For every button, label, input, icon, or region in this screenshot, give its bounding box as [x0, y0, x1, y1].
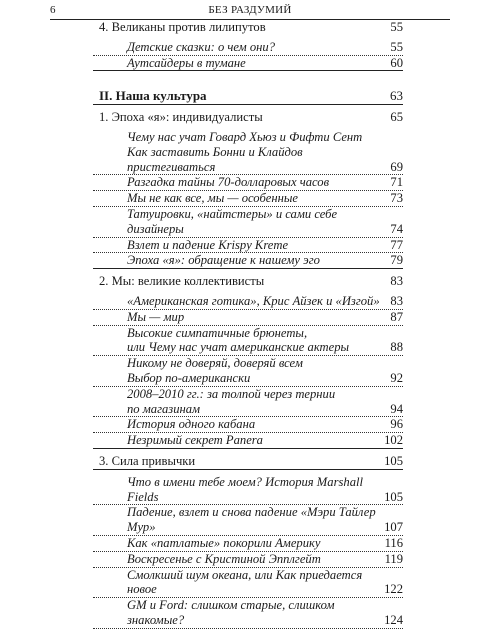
toc-entry: [93, 191, 403, 207]
toc-page-number: 92: [390, 370, 403, 385]
toc-entry: [93, 433, 403, 448]
running-head: [50, 3, 450, 20]
toc-chapter-title: 2. Мы: великие коллективисты: [99, 274, 265, 289]
toc-chapter: [93, 274, 403, 289]
toc-entry: [93, 238, 403, 254]
toc-entry-title: Детские сказки: о чем они?: [127, 39, 276, 54]
toc-entry-title: Аутсайдеры в тумане: [127, 55, 246, 70]
toc-page-number: 83: [390, 293, 403, 308]
toc-chapter-title: 3. Сила привычки: [99, 453, 196, 468]
toc-entry: [93, 40, 403, 56]
page-number: 6: [50, 4, 56, 16]
toc-page-number: 116: [384, 535, 403, 550]
toc-page-number: 55: [390, 20, 403, 34]
toc-page-number: 73: [390, 191, 403, 206]
toc-entry-title: или Чему нас учат американские актеры: [127, 340, 350, 355]
toc-entry: [93, 222, 403, 238]
toc-chapter-title: 1. Эпоха «я»: индивидуалисты: [99, 110, 263, 125]
toc-entry-title: GM и Ford: слишком старые, слишком: [127, 598, 335, 613]
toc-entry-title: знакомые?: [127, 612, 185, 627]
toc-entry-title: Падение, взлет и снова падение «Мэри Тайлер Мур»: [127, 505, 376, 535]
toc-section-ch4: [93, 20, 403, 71]
toc-entry: [93, 402, 403, 418]
toc-page-number: 105: [384, 453, 403, 468]
toc-chapter: [93, 20, 403, 35]
toc-entry-title: Мы — мир: [127, 309, 185, 324]
toc-entry-title: Мы не как все, мы — особенные: [127, 191, 298, 206]
toc-section-ch2: [93, 274, 403, 449]
toc-entry: [93, 417, 403, 433]
toc-entry: [93, 356, 403, 371]
toc-page-number: 124: [384, 612, 403, 627]
toc-page-number: 60: [390, 55, 403, 70]
toc-page-number: 83: [390, 274, 403, 289]
toc-entry-title: Незримый секрет Panera: [127, 433, 263, 448]
toc-page-number: 74: [390, 221, 403, 236]
toc-page-number: 88: [390, 340, 403, 355]
toc-entry: [93, 582, 403, 598]
toc-entry-title: Как заставить Бонни и Клайдов: [127, 144, 303, 159]
toc-entry: [93, 613, 403, 629]
toc-page-number: 94: [390, 401, 403, 416]
toc-entry-title: пристегиваться: [127, 159, 216, 174]
toc-entry-title: «Американская готика», Крис Айзек и «Изгой»: [127, 293, 380, 308]
toc-page-number: 77: [390, 237, 403, 252]
toc-page-number: 71: [390, 175, 403, 190]
toc-entry-title: Смолкший шум океана, или Как приедается: [127, 567, 363, 582]
toc-page-number: 96: [390, 417, 403, 432]
toc-entry: [93, 505, 403, 536]
book-title: БЕЗ РАЗДУМИЙ: [208, 4, 292, 16]
toc-entry: [93, 207, 403, 222]
toc-entry-title: Воскресенье с Кристиной Эпплгейт: [127, 551, 321, 566]
toc-entry: [93, 371, 403, 387]
toc-entry: [93, 552, 403, 568]
toc-entry: [93, 326, 403, 341]
toc-page-number: 105: [384, 489, 403, 504]
toc-entry-title: Выбор по-американски: [127, 370, 251, 385]
toc-page-number: 119: [384, 551, 403, 566]
toc-entry-title: по магазинам: [127, 401, 201, 416]
toc-page-number: 107: [384, 520, 403, 535]
toc-entry: [93, 294, 403, 310]
toc-part: [93, 89, 403, 104]
toc-entry: [93, 598, 403, 613]
toc-entry: [93, 340, 403, 356]
toc-entry-title: Что в имени тебе моем? История Marshall Fields: [127, 474, 363, 504]
toc-entry: [93, 130, 403, 145]
toc-entry: [93, 56, 403, 71]
toc-entry-title: Разгадка тайны 70-долларовых часов: [127, 175, 330, 190]
toc-entry-title: Никому не доверяй, доверяй всем: [127, 356, 303, 371]
table-of-contents: [93, 20, 403, 629]
toc-entry-title: 2008–2010 гг.: за толпой через тернии: [127, 386, 336, 401]
toc-entry-title: дизайнеры: [127, 221, 184, 236]
toc-entry-title: новое: [127, 582, 157, 597]
toc-entry: [93, 568, 403, 583]
toc-entry-title: Татуировки, «найтстеры» и сами себе: [127, 206, 338, 221]
toc-page-number: 79: [390, 253, 403, 268]
toc-page-number: 69: [390, 159, 403, 174]
toc-page-number: 122: [384, 582, 403, 597]
toc-page-number: 55: [390, 39, 403, 54]
toc-chapter: [93, 110, 403, 125]
toc-page-number: 87: [390, 309, 403, 324]
toc-entry: [93, 536, 403, 552]
toc-chapter-title: 4. Великаны против лилипутов: [99, 20, 266, 34]
toc-entry: [93, 253, 403, 268]
toc-entry-title: Эпоха «я»: обращение к нашему эго: [127, 253, 320, 268]
toc-entry: [93, 310, 403, 326]
toc-section-ch3: [93, 454, 403, 629]
toc-part-2: [93, 89, 403, 105]
toc-page-number: 63: [390, 88, 403, 104]
toc-entry-title: Как «патлатые» покорили Америку: [127, 535, 321, 550]
toc-entry: [93, 145, 403, 160]
toc-page-number: 65: [390, 110, 403, 125]
toc-entry-title: История одного кабана: [127, 417, 256, 432]
toc-entry: [93, 175, 403, 191]
toc-part-title: II. Наша культура: [99, 88, 207, 104]
toc-entry-title: Взлет и падение Krispy Kreme: [127, 237, 289, 252]
toc-section-ch1: [93, 110, 403, 269]
toc-entry-title: Высокие симпатичные брюнеты,: [127, 325, 308, 340]
toc-chapter: [93, 454, 403, 469]
toc-entry-title: Чему нас учат Говард Хьюз и Фифти Сент: [127, 129, 363, 144]
toc-page-number: 102: [384, 433, 403, 448]
toc-entry: [93, 387, 403, 402]
toc-entry: [93, 160, 403, 176]
toc-entry: [93, 475, 403, 506]
